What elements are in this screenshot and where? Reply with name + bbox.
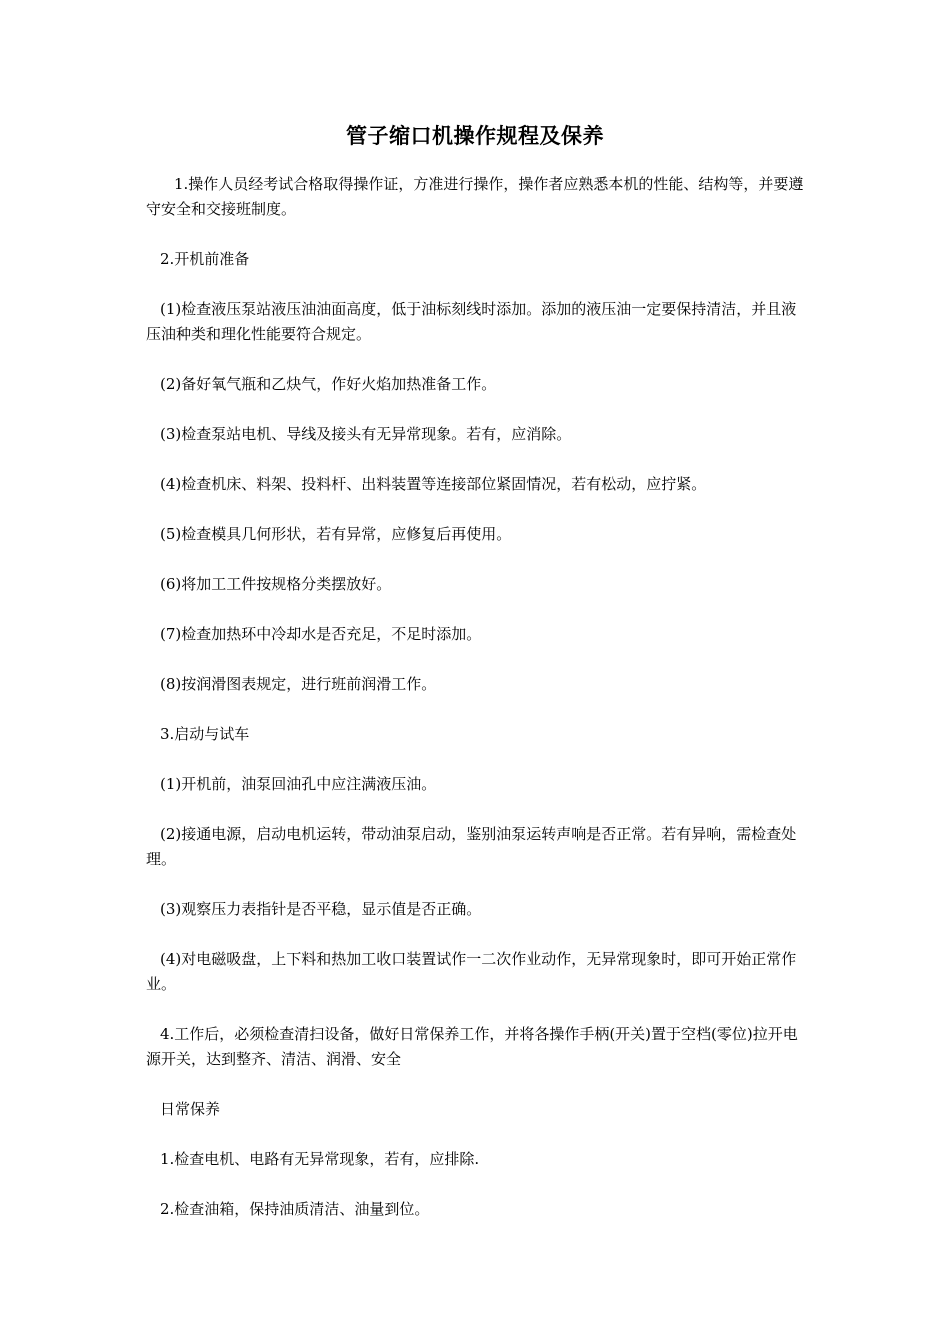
paragraph: (3)观察压力表指针是否平稳，显示值是否正确。 [160,900,482,918]
paragraph: 1.操作人员经考试合格取得操作证，方准进行操作，操作者应熟悉本机的性能、结构等，并要遵守安全和交接班制度。 [146,175,804,218]
paragraph: (2)备好氧气瓶和乙炔气，作好火焰加热准备工作。 [160,375,497,393]
paragraph: 4.工作后，必须检查清扫设备，做好日常保养工作，并将各操作手柄(开关)置于空档(零位)拉开电源开关，达到整齐、清洁、润滑、安全 [146,1025,798,1068]
document-body [146,172,810,1247]
paragraph: (1)检查液压泵站液压油油面高度，低于油标刻线时添加。添加的液压油一定要保持清洁，并且液压油种类和理化性能要符合规定。 [146,300,797,343]
section-heading: 3.启动与试车 [160,725,250,743]
paragraph: (2)接通电源，启动电机运转，带动油泵启动，鉴别油泵运转声响是否正常。若有异响，需检查处理。 [146,825,797,868]
section-heading: 日常保养 [160,1100,221,1118]
paragraph: (1)开机前，油泵回油孔中应注满液压油。 [160,775,437,793]
paragraph: 1.检查电机、电路有无异常现象，若有，应排除. [160,1150,480,1168]
document-title: 管子缩口机操作规程及保养 [346,123,604,148]
paragraph: (8)按润滑图表规定，进行班前润滑工作。 [160,675,437,693]
paragraph: (7)检查加热环中冷却水是否充足，不足时添加。 [160,625,482,643]
paragraph: 2.检查油箱，保持油质清洁、油量到位。 [160,1200,430,1218]
paragraph: (4)对电磁吸盘，上下料和热加工收口装置试作一二次作业动作，无异常现象时，即可开始正常作业。 [146,950,797,993]
paragraph: (4)检查机床、料架、投料杆、出料装置等连接部位紧固情况，若有松动，应拧紧。 [160,475,707,493]
paragraph: (3)检查泵站电机、导线及接头有无异常现象。若有，应消除。 [160,425,572,443]
section-heading: 2.开机前准备 [160,250,250,268]
paragraph: (6)将加工工件按规格分类摆放好。 [160,575,392,593]
paragraph: (5)检查模具几何形状，若有异常，应修复后再使用。 [160,525,512,543]
